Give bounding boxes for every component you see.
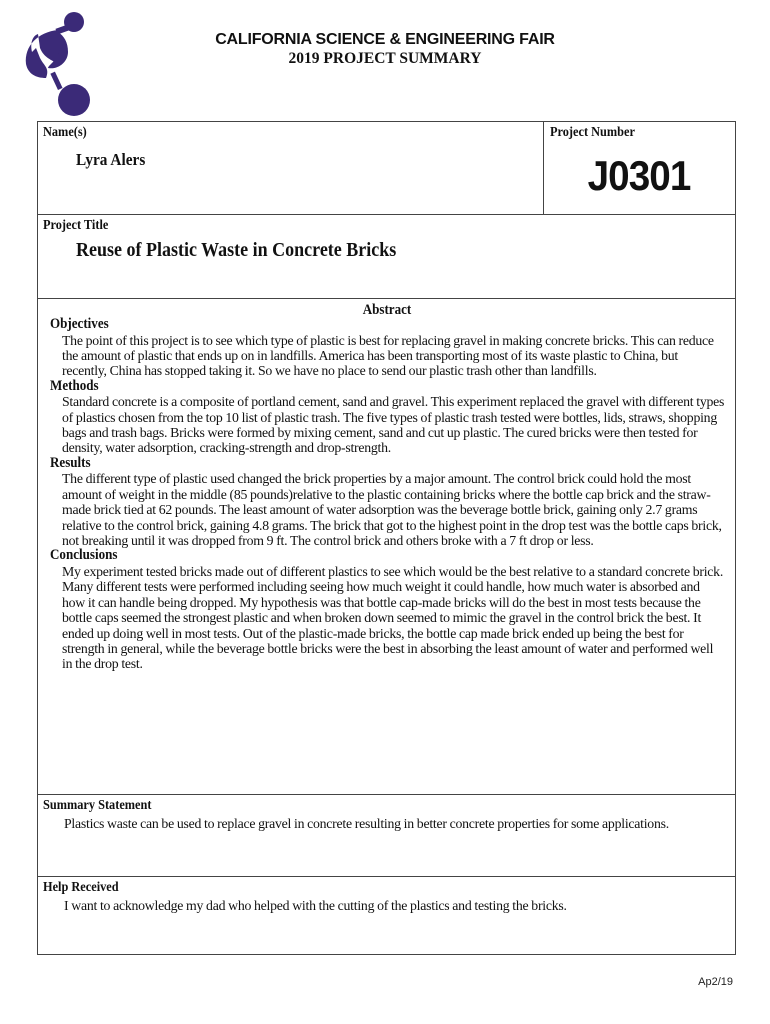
- help-received-text: I want to acknowledge my dad who helped with the cutting of the plastics and testing the bricks.: [64, 898, 567, 913]
- names-row: [38, 122, 735, 215]
- summary-statement-text: Plastics waste can be used to replace gravel in concrete resulting in better concrete properties for some applications.: [64, 816, 669, 831]
- project-title-value: Reuse of Plastic Waste in Concrete Bricks: [76, 239, 397, 261]
- project-title-row: [38, 215, 735, 299]
- project-summary-form: [37, 121, 736, 955]
- abstract-heading: Abstract: [362, 302, 411, 318]
- abstract-body: [50, 317, 725, 672]
- summary-statement-label: Summary Statement: [43, 798, 152, 813]
- methods-text: Standard concrete is a composite of portland cement, sand and gravel. This experiment replaced the gravel with different types of plastics chosen from the top 10 list of plastic trash. The five types of plastic trash tested were bottles, lids, straws, shopping bags and trash bags. Bricks were formed by mixing cement, sand and cut up plastic. The cured bricks were then tested for density, water adsorption, cracking-strength and drop-strength.: [62, 394, 725, 456]
- objectives-text: The point of this project is to see which type of plastic is best for replacing gravel in making concrete bricks. This can reduce the amount of plastic that ends up on in landfills. America has been transporting most of its waste plastic to China, but recently, China has stopped taking it. So we have no place to send our plastic trash other than landfills.: [62, 332, 714, 379]
- summary-statement-row: [38, 795, 735, 877]
- student-name: Lyra Alers: [76, 150, 146, 169]
- fair-name: CALIFORNIA SCIENCE & ENGINEERING FAIR: [215, 31, 555, 48]
- results-heading: Results: [50, 454, 91, 471]
- objectives-heading: Objectives: [50, 316, 109, 332]
- project-number-label: Project Number: [550, 125, 635, 140]
- project-title-label: Project Title: [43, 218, 109, 233]
- project-number-value: J0301: [587, 152, 691, 199]
- help-received-label: Help Received: [43, 880, 119, 895]
- methods-heading: Methods: [50, 377, 99, 394]
- abstract-row: [38, 299, 735, 795]
- names-cell: [38, 122, 544, 214]
- help-received-row: [38, 877, 735, 954]
- results-text: The different type of plastic used changed the brick properties by a major amount. The control brick could hold the most amount of weight in the middle (85 pounds)relative to the plastic containing bricks where the bottle cap brick and the straw-made brick tied at 62 pounds. The least amount of water adsorption was the beverage bottle brick, gaining only 2.7 grams relative to the control brick, gaining 4.8 grams. The brick that got to the highest point in the drop test was the bottle caps brick, not breaking until it was dropped from 9 ft. The control brick and others broke with a 7 ft drop or less.: [62, 471, 722, 548]
- summary-subtitle: 2019 PROJECT SUMMARY: [288, 50, 482, 67]
- revision-date: Ap2/19: [698, 976, 733, 988]
- conclusions-text: My experiment tested bricks made out of different plastics to see which would be the best relative to a standard concrete brick. Many different tests were performed including seeing how much weight it could handle, how much water is absorbed and how it can handle being dropped. My hypothesis was that bottle cap-made bricks will do the best in most tests because the bottle caps seemed the strongest plastic and when broken down seemed to mimic the gravel in the control brick the best. It ended up doing well in most tests. Out of the plastic-made bricks, the bottle cap made brick ended up being the best for strength in general, while the beverage bottle bricks were the best in absorbing the least amount of water and performed well in the drop test.: [62, 563, 724, 672]
- conclusions-heading: Conclusions: [50, 547, 118, 564]
- project-number-cell: [544, 122, 734, 214]
- names-label: Name(s): [43, 125, 87, 140]
